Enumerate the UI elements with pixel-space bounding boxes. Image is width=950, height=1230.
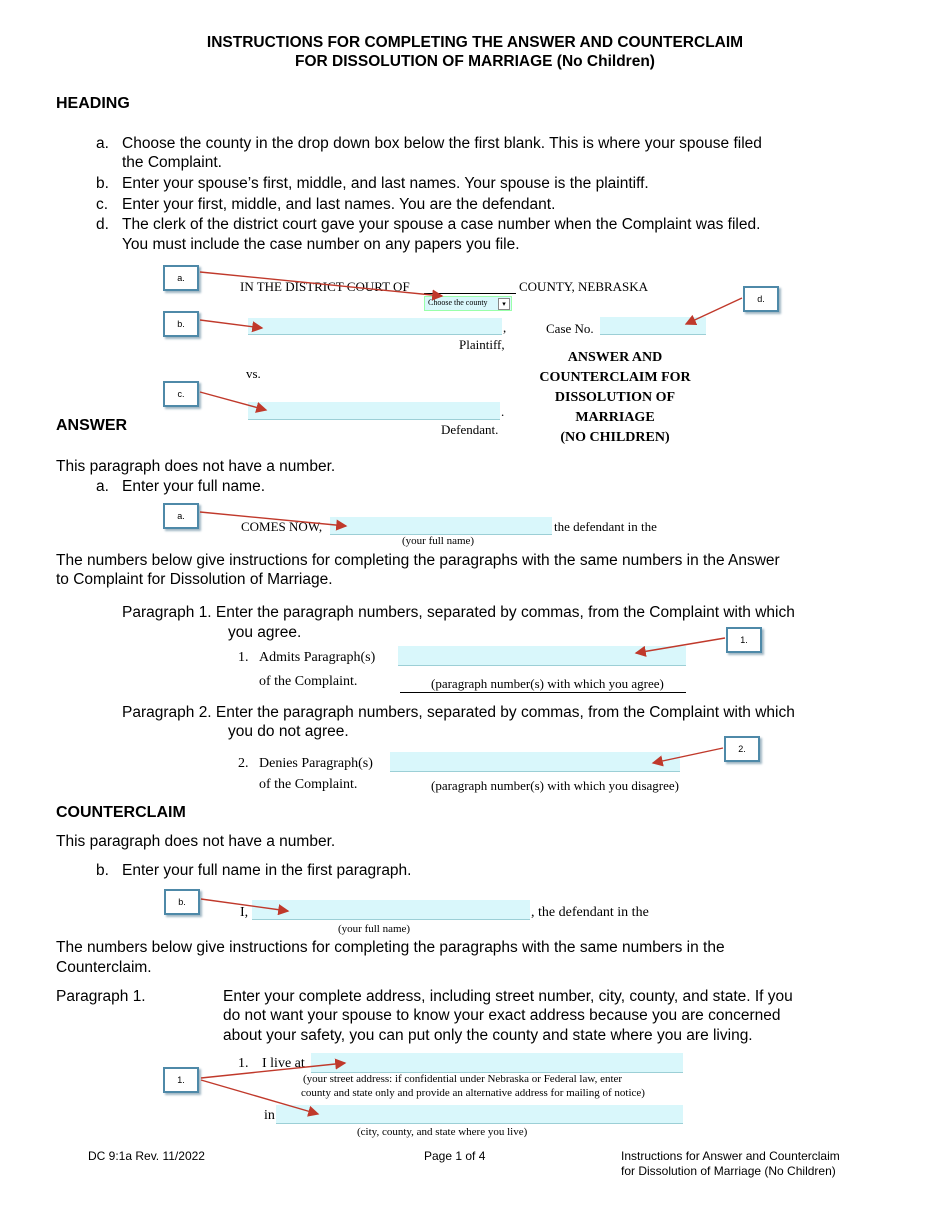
footer-right-line2: for Dissolution of Marriage (No Children): [621, 1164, 836, 1178]
address-caption-2: county and state only and provide an alternative address for mailing of notice): [301, 1087, 645, 1099]
callout-counterclaim-1: 1.: [163, 1067, 199, 1093]
arrow-heading-c: [200, 392, 266, 410]
live-at-label: I live at: [262, 1056, 305, 1071]
arrow-heading-b: [200, 320, 262, 328]
heading-item-d-line1: The clerk of the district court gave your spouse a case number when the Complaint was filed.: [122, 216, 761, 233]
section-answer-label: ANSWER: [56, 417, 128, 434]
doc-title-3: DISSOLUTION OF: [554, 390, 676, 405]
answer-item-marker: a.: [96, 478, 109, 495]
comes-now-label: COMES NOW,: [241, 519, 323, 534]
counterclaim-defendant-text: , the defendant in the: [531, 905, 649, 920]
arrow-answer-2: [653, 748, 723, 763]
address-caption-1: (your street address: if confidential under Nebraska or Federal law, enter: [303, 1073, 623, 1085]
callout-answer-a: a.: [163, 503, 199, 529]
footer-page-number: Page 1 of 4: [424, 1149, 486, 1163]
footer-form-id: DC 9:1a Rev. 11/2022: [88, 1149, 205, 1163]
answer-note: This paragraph does not have a number.: [56, 458, 336, 475]
answer-name-caption: (your full name): [402, 535, 475, 547]
counterclaim-intro-line2: Counterclaim.: [56, 959, 152, 976]
denies-of-complaint: of the Complaint.: [259, 777, 358, 792]
in-label: in: [264, 1108, 275, 1123]
defendant-label: Defendant.: [441, 422, 499, 437]
counterclaim-item-text: Enter your full name in the first paragraph.: [122, 862, 412, 879]
arrow-counterclaim-1b: [201, 1080, 318, 1114]
heading-item-a-marker: a.: [96, 135, 109, 152]
arrow-heading-a: [200, 272, 442, 296]
arrow-answer-a: [200, 512, 346, 526]
answer-para2-line2: you do not agree.: [228, 723, 349, 740]
answer-intro-line2: to Complaint for Dissolution of Marriage.: [56, 571, 333, 588]
counterclaim-para1-line1: Enter your complete address, including street number, city, county, and state. If you: [223, 988, 793, 1005]
callout-heading-b: b.: [163, 311, 199, 337]
admits-of-complaint: of the Complaint.: [259, 674, 358, 689]
callout-answer-1: 1.: [726, 627, 762, 653]
arrow-counterclaim-1a: [201, 1063, 345, 1078]
address-caption-3: (city, county, and state where you live): [357, 1126, 528, 1138]
answer-defendant-text: the defendant in the: [554, 519, 657, 534]
page-title-line1: INSTRUCTIONS FOR COMPLETING THE ANSWER AND COUNTERCLAIM: [206, 34, 744, 51]
answer-para2-line1: Paragraph 2. Enter the paragraph numbers, separated by commas, from the Complaint with which: [122, 704, 795, 721]
section-counterclaim-label: COUNTERCLAIM: [56, 804, 186, 821]
denies-label: Denies Paragraph(s): [259, 756, 373, 771]
answer-para1-line2: you agree.: [228, 624, 302, 641]
denies-caption: (paragraph number(s) with which you disagree): [431, 778, 679, 793]
section-heading-label: HEADING: [56, 95, 130, 112]
arrow-counterclaim-b: [201, 899, 288, 911]
counterclaim-item-marker: b.: [96, 862, 109, 879]
admits-caption: (paragraph number(s) with which you agree): [431, 676, 664, 691]
county-dropdown-value: Choose the county: [428, 298, 488, 307]
footer-right-line1: Instructions for Answer and Counterclaim: [621, 1149, 840, 1163]
counterclaim-intro-line1: The numbers below give instructions for completing the paragraphs with the same numbers in the: [56, 939, 725, 956]
answer-item-text: Enter your full name.: [122, 478, 266, 495]
doc-title-1: ANSWER AND: [567, 350, 663, 365]
counterclaim-note: This paragraph does not have a number.: [56, 833, 336, 850]
heading-item-b-marker: b.: [96, 175, 109, 192]
counterclaim-para1-label: Paragraph 1.: [56, 988, 146, 1005]
denies-num: 2.: [238, 756, 249, 771]
plaintiff-label: Plaintiff,: [459, 337, 505, 352]
counterclaim-para1-line2: do not want your spouse to know your exact address because you are concerned: [223, 1007, 781, 1024]
plaintiff-comma: ,: [503, 320, 507, 335]
admits-label: Admits Paragraph(s): [259, 650, 376, 665]
arrow-answer-1: [636, 638, 725, 653]
answer-intro-line1: The numbers below give instructions for completing the paragraphs with the same numbers in the Answer: [56, 552, 780, 569]
court-suffix: COUNTY, NEBRASKA: [519, 279, 649, 294]
callout-counterclaim-b: b.: [164, 889, 200, 915]
defendant-comma: .: [501, 404, 505, 419]
callout-heading-c: c.: [163, 381, 199, 407]
vs-label: vs.: [246, 366, 261, 381]
heading-item-c-text: Enter your first, middle, and last names. You are the defendant.: [122, 196, 556, 213]
counterclaim-name-caption: (your full name): [338, 923, 411, 935]
heading-item-d-marker: d.: [96, 216, 109, 233]
callout-answer-2: 2.: [724, 736, 760, 762]
callout-heading-a: a.: [163, 265, 199, 291]
counterclaim-i-label: I,: [240, 905, 249, 920]
heading-item-c-marker: c.: [96, 196, 109, 213]
heading-item-d-line2: You must include the case number on any papers you file.: [122, 236, 520, 253]
chevron-down-icon[interactable]: ▾: [498, 298, 510, 310]
arrow-heading-d: [686, 298, 742, 324]
court-prefix: IN THE DISTRICT COURT OF: [240, 279, 410, 294]
counterclaim-para1-line3: about your safety, you can put only the county and state where you are living.: [223, 1027, 753, 1044]
heading-item-a-line1: Choose the county in the drop down box below the first blank. This is where your spouse filed: [122, 135, 762, 152]
heading-item-b-text: Enter your spouse’s first, middle, and last names. Your spouse is the plaintiff.: [122, 175, 649, 192]
answer-para1-line1: Paragraph 1. Enter the paragraph numbers, separated by commas, from the Complaint with which: [122, 604, 795, 621]
callout-heading-d: d.: [743, 286, 779, 312]
doc-title-5: (NO CHILDREN): [560, 430, 670, 445]
admits-num: 1.: [238, 650, 249, 665]
page-title-line2: FOR DISSOLUTION OF MARRIAGE (No Children): [295, 53, 655, 70]
heading-item-a-line2: the Complaint.: [122, 154, 222, 171]
doc-title-4: MARRIAGE: [575, 410, 655, 425]
doc-title-2: COUNTERCLAIM FOR: [539, 370, 691, 385]
case-no-label: Case No.: [546, 321, 594, 336]
live-num: 1.: [238, 1056, 249, 1071]
